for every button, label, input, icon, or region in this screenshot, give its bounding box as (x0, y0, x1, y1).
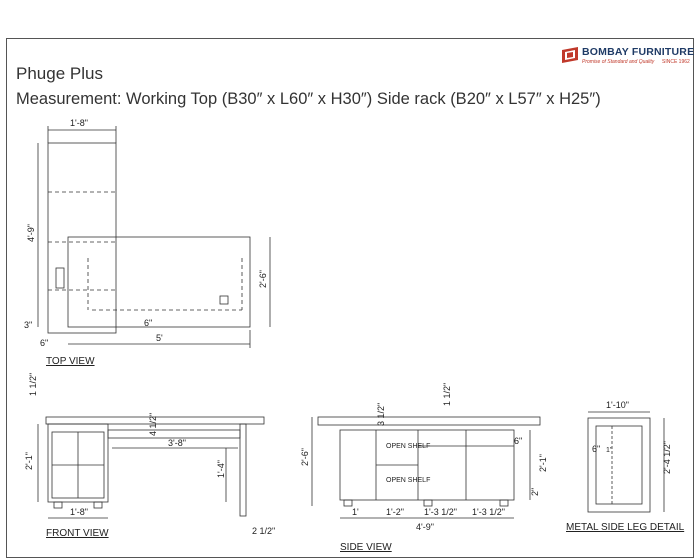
dim-front-height: 2'-1" (24, 452, 34, 470)
dim-front-top-thick: 1 1/2" (28, 372, 38, 396)
leg-detail-label: METAL SIDE LEG DETAIL (566, 522, 685, 533)
dim-side-w3: 1'-3 1/2" (424, 507, 457, 517)
dim-side-w4: 1'-3 1/2" (472, 507, 505, 517)
dim-front-leg-h: 1'-4" (216, 460, 226, 478)
dim-leg-height: 2'-4 1/2" (662, 441, 672, 474)
top-desk-outline (68, 237, 250, 327)
brand-since: SINCE 1962 (662, 59, 690, 65)
leg-outline (588, 418, 650, 512)
front-leg (240, 424, 246, 516)
top-handle (56, 268, 64, 288)
leg-detail (566, 400, 685, 533)
dim-side-w1: 1' (352, 507, 359, 517)
dim-side-base: 2" (530, 487, 540, 496)
dim-side-total: 4'-9" (416, 522, 434, 532)
brand-name: BOMBAY FURNITURE (582, 46, 695, 58)
leg-inner (596, 426, 642, 504)
front-foot (54, 502, 62, 508)
dim-total-height: 4'-9" (26, 224, 36, 242)
dim-leg-gap: 1" (606, 447, 613, 454)
dim-side-top-thick: 1 1/2" (442, 382, 452, 406)
side-foot (344, 500, 352, 506)
front-view (24, 373, 275, 539)
side-open-shelf-1: OPEN SHELF (386, 443, 431, 450)
side-view-label: SIDE VIEW (340, 542, 392, 553)
dim-inner: 6" (144, 318, 153, 328)
side-view (300, 383, 548, 553)
brand-tagline: Promise of Standard and Quality (582, 59, 655, 65)
dim-side-height: 2'-6" (300, 448, 310, 466)
dim-leg-inner: 6" (592, 444, 601, 454)
front-modesty-panel (108, 430, 240, 438)
dim-front-drop: 4 1/2" (148, 412, 158, 436)
dim-front-foot: 2 1/2" (252, 526, 276, 536)
dim-side-drawer: 6" (514, 436, 523, 446)
side-foot (500, 500, 508, 506)
side-top-outline (318, 417, 540, 425)
dim-top-depth: 2'-6" (258, 270, 268, 288)
side-cabinet-outline (340, 430, 514, 500)
dim-leg-width: 1'-10" (606, 400, 629, 410)
side-foot (424, 500, 432, 506)
top-view-label: TOP VIEW (46, 356, 95, 367)
top-view (24, 118, 270, 367)
top-grommet (220, 296, 228, 304)
product-title: Phuge Plus (16, 64, 103, 83)
dim-gap: 3" (24, 320, 33, 330)
dim-rack-width: 1'-8" (70, 118, 88, 128)
dim-side-w2: 1'-2" (386, 507, 404, 517)
side-open-shelf-2: OPEN SHELF (386, 477, 431, 484)
dim-length: 5' (156, 333, 163, 343)
front-view-label: FRONT VIEW (46, 528, 109, 539)
top-rack-outline (48, 143, 116, 333)
dim-offset: 6" (40, 338, 49, 348)
measurement-subtitle: Measurement: Working Top (B30″ x L60″ x H30″) Side rack (B20″ x L57″ x H25″) (16, 90, 601, 108)
dim-side-overhang: 3 1/2" (376, 402, 386, 426)
dim-front-cab-w: 1'-8" (70, 507, 88, 517)
dim-side-cab-h: 2'-1" (538, 454, 548, 472)
front-foot (94, 502, 102, 508)
dim-front-span: 3'-8" (168, 438, 186, 448)
